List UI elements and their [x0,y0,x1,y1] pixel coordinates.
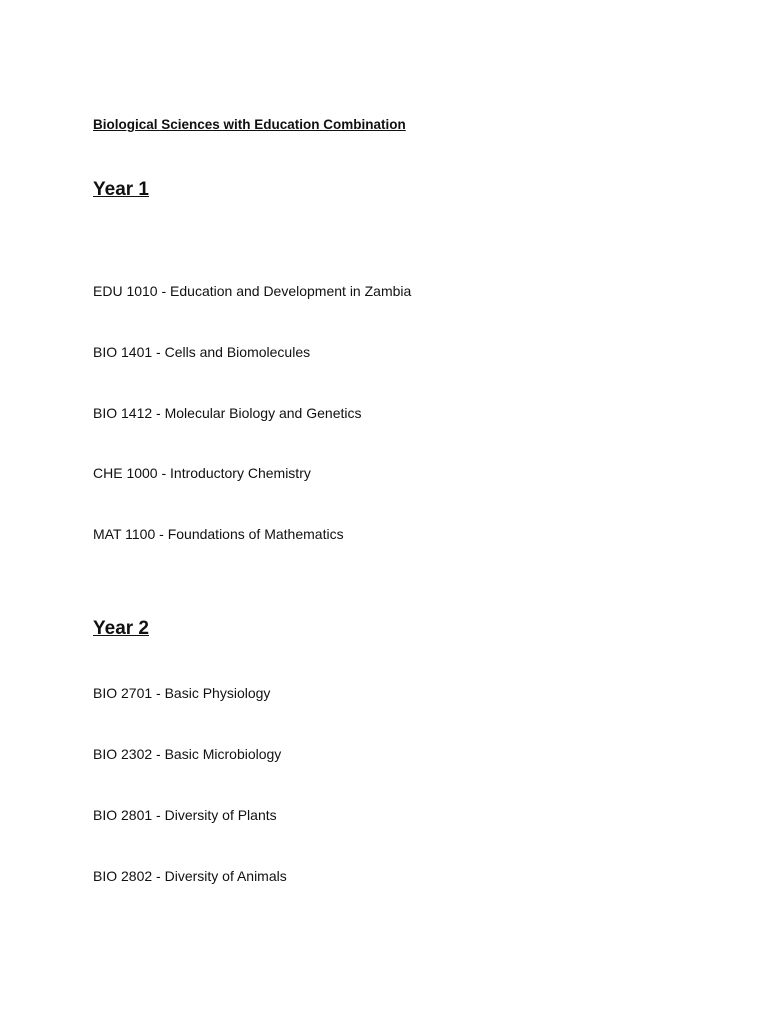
year-2-heading: Year 2 [93,618,149,639]
course-item: BIO 1401 - Cells and Biomolecules [93,344,311,360]
course-item: BIO 2302 - Basic Microbiology [93,746,282,762]
course-item: BIO 2701 - Basic Physiology [93,685,271,701]
document-title: Biological Sciences with Education Combination [93,117,406,132]
course-item: BIO 2802 - Diversity of Animals [93,868,287,884]
course-item: BIO 1412 - Molecular Biology and Genetics [93,405,362,421]
course-item: BIO 2801 - Diversity of Plants [93,807,277,823]
year-1-heading: Year 1 [93,179,149,200]
course-item: MAT 1100 - Foundations of Mathematics [93,526,344,542]
course-item: EDU 1010 - Education and Development in Zambia [93,283,412,299]
course-item: CHE 1000 - Introductory Chemistry [93,465,311,481]
document-page [93,0,713,1024]
